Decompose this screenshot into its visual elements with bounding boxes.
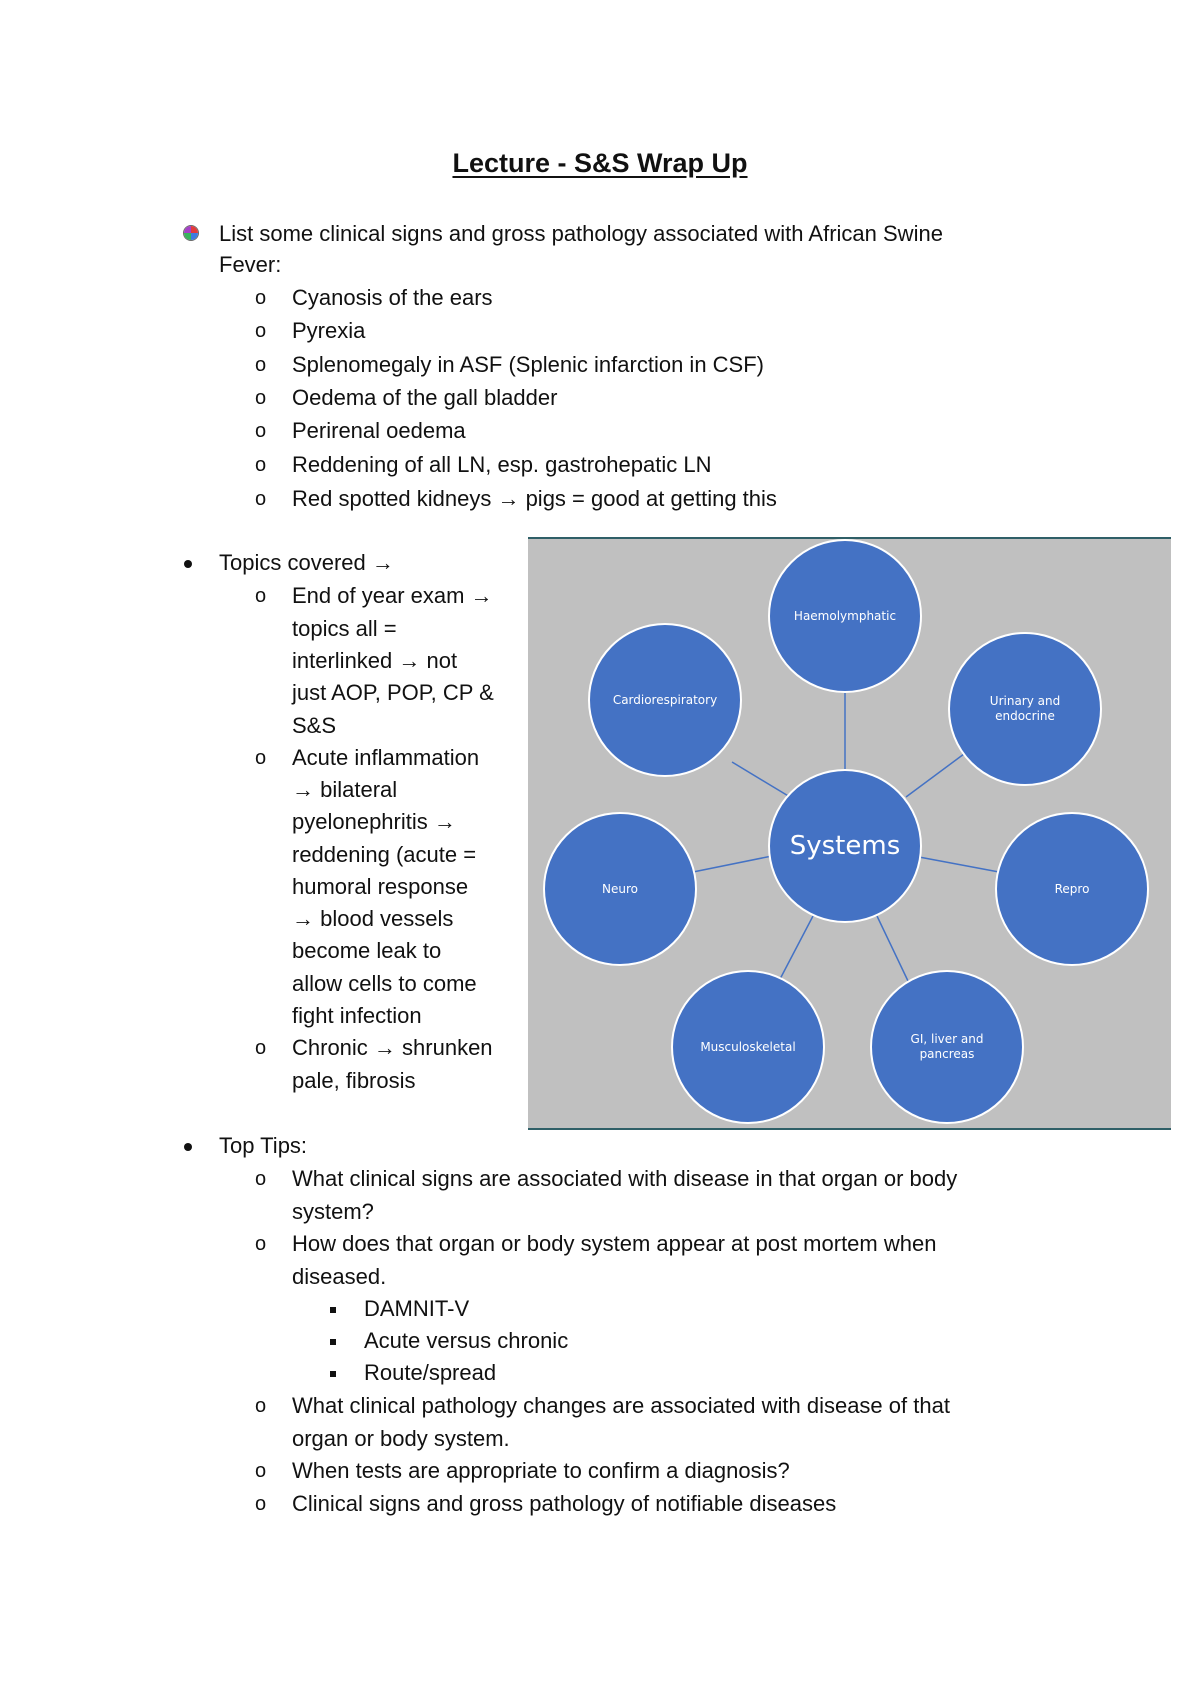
bullet-icon — [184, 1143, 192, 1151]
topic-line: topics all = — [292, 616, 397, 641]
node-label: Haemolymphatic — [793, 608, 897, 623]
node-label: Neuro — [602, 881, 638, 896]
topic-line: pyelonephritis → — [292, 809, 456, 834]
topic-line: End of year exam → — [292, 583, 493, 608]
node-gi-liver-pancreas — [870, 970, 1024, 1124]
topic-line: pale, fibrosis — [292, 1068, 416, 1093]
asf-item: Red spotted kidneys → pigs = good at getting this — [292, 486, 777, 511]
connector-gi — [877, 916, 908, 981]
node-haemolymphatic — [768, 539, 922, 693]
tip-subitem: DAMNIT-V — [364, 1296, 470, 1321]
topic-line: Chronic → shrunken — [292, 1035, 493, 1060]
tip-line: How does that organ or body system appear at post mortem when — [292, 1231, 937, 1256]
tip-line: organ or body system. — [292, 1426, 510, 1451]
node-label: Urinary and endocrine — [989, 694, 1061, 723]
sub-bullet-icon: o — [255, 320, 267, 342]
tip-subitem: Acute versus chronic — [364, 1328, 569, 1353]
node-cardiorespiratory — [588, 623, 742, 777]
page-title: Lecture - S&S Wrap Up — [452, 148, 748, 178]
topic-line: Acute inflammation — [292, 745, 480, 770]
square-bullet-icon — [330, 1371, 336, 1377]
topic-line: fight infection — [292, 1003, 422, 1028]
asf-item: Pyrexia — [292, 318, 366, 343]
node-label: Musculoskeletal — [700, 1039, 796, 1054]
node-neuro — [543, 812, 697, 966]
tip-line: When tests are appropriate to confirm a diagnosis? — [292, 1458, 790, 1483]
sub-bullet-icon: o — [255, 1168, 267, 1190]
sub-bullet-icon: o — [255, 747, 267, 769]
tip-line: diseased. — [292, 1264, 387, 1289]
topic-line: reddening (acute = — [292, 842, 477, 867]
asf-item: Oedema of the gall bladder — [292, 385, 558, 410]
topic-line: S&S — [292, 713, 337, 738]
sub-bullet-icon: o — [255, 585, 267, 607]
topic-line: interlinked → not — [292, 648, 458, 673]
node-label: Cardiorespiratory — [612, 692, 718, 707]
sub-bullet-icon: o — [255, 1493, 267, 1515]
bullet-icon — [184, 560, 192, 568]
sub-bullet-icon: o — [255, 488, 267, 510]
connector-musculoskeletal — [779, 916, 813, 981]
node-repro — [995, 812, 1149, 966]
topic-line: humoral response — [292, 874, 469, 899]
topic-line: allow cells to come — [292, 971, 477, 996]
center-label: Systems — [789, 831, 901, 861]
sub-bullet-icon: o — [255, 387, 267, 409]
node-label: GI, liver and pancreas — [910, 1032, 984, 1061]
sub-bullet-icon: o — [255, 1037, 267, 1059]
asf-heading-line-1: List some clinical signs and gross pathology associated with African Swine — [219, 221, 943, 246]
topic-line: → bilateral — [292, 777, 398, 802]
connector-urinary — [906, 751, 968, 797]
asf-item: Cyanosis of the ears — [292, 285, 493, 310]
sub-bullet-icon: o — [255, 287, 267, 309]
tip-line: system? — [292, 1199, 374, 1224]
square-bullet-icon — [330, 1339, 336, 1345]
sub-bullet-icon: o — [255, 1460, 267, 1482]
square-bullet-icon — [330, 1307, 336, 1313]
connector-repro — [919, 857, 999, 872]
tip-line: What clinical pathology changes are associated with disease of that — [292, 1393, 950, 1418]
tip-line: What clinical signs are associated with disease in that organ or body — [292, 1166, 958, 1191]
topics-heading: Topics covered → — [219, 550, 394, 575]
sub-bullet-icon: o — [255, 454, 267, 476]
node-urinary-endocrine — [948, 632, 1102, 786]
topic-line: → blood vessels — [292, 906, 454, 931]
asf-item: Reddening of all LN, esp. gastrohepatic LN — [292, 452, 712, 477]
asf-heading-line-2: Fever: — [219, 252, 282, 277]
topic-line: become leak to — [292, 938, 442, 963]
connector-neuro — [693, 856, 772, 872]
sub-bullet-icon: o — [255, 1395, 267, 1417]
asf-item: Perirenal oedema — [292, 418, 466, 443]
tip-subitem: Route/spread — [364, 1360, 497, 1385]
connector-cardiorespiratory — [732, 762, 790, 797]
node-musculoskeletal — [671, 970, 825, 1124]
node-systems-center — [768, 769, 922, 923]
top-tips-heading: Top Tips: — [219, 1133, 308, 1158]
sub-bullet-icon: o — [255, 1233, 267, 1255]
sub-bullet-icon: o — [255, 420, 267, 442]
gem-bullet-icon — [184, 226, 198, 240]
topic-line: just AOP, POP, CP & — [292, 680, 494, 705]
systems-diagram — [528, 537, 1171, 1130]
tip-line: Clinical signs and gross pathology of notifiable diseases — [292, 1491, 837, 1516]
node-label: Repro — [1054, 881, 1090, 896]
asf-item: Splenomegaly in ASF (Splenic infarction in CSF) — [292, 352, 764, 377]
sub-bullet-icon: o — [255, 354, 267, 376]
